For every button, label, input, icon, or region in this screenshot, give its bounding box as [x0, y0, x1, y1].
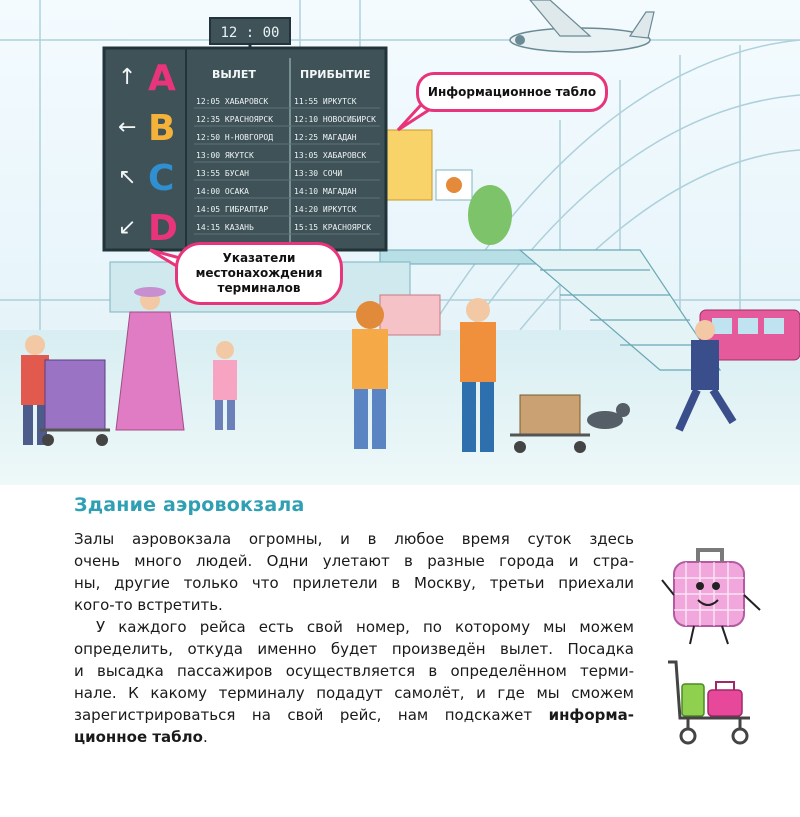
bold-term: информа- [548, 706, 634, 724]
text-line: очень много людей. Одни улетают в разные города и стра- [74, 552, 634, 570]
bold-term: ционное табло [74, 728, 203, 746]
terminal-arrow-icon: ↖ [118, 165, 137, 190]
terminal-arrow-icon: ← [118, 115, 137, 140]
terminal-letter: D [148, 208, 178, 249]
arrival-row: 15:15 КРАСНОЯРСК [294, 223, 372, 232]
callout-line: местонахождения [195, 266, 323, 280]
text-fragment: зарегистрироваться на свой рейс, нам подскажет [74, 706, 533, 724]
departure-row: 12:35 КРАСНОЯРСК [196, 115, 274, 124]
article-body [74, 528, 634, 748]
departure-row: 14:15 КАЗАНЬ [196, 223, 254, 232]
arrival-row: 14:20 ИРКУТСК [294, 205, 357, 214]
text-line [74, 726, 634, 748]
text-line: нале. К какому терминалу подадут самолёт, и где мы сможем [74, 684, 634, 702]
callout-line: терминалов [217, 281, 301, 295]
end-punctuation: . [202, 728, 208, 746]
text-line: определить, откуда именно будет произведён вылет. Посадка [74, 640, 634, 658]
arrival-header: ПРИБЫТИЕ [300, 68, 371, 81]
terminal-letter: B [148, 108, 176, 149]
luggage-cart-icon [662, 660, 762, 750]
text-line-with-term [74, 704, 634, 726]
departure-row: 12:05 ХАБАРОВСК [196, 97, 269, 106]
section-heading: Здание аэровокзала [74, 494, 305, 516]
arrival-row: 13:30 СОЧИ [294, 169, 343, 178]
text-line: У каждого рейса есть свой номер, по которому мы можем [96, 618, 634, 636]
terminal-letter: C [148, 158, 175, 199]
terminal-pointers-callout [175, 242, 343, 305]
departure-row: 13:55 БУСАН [196, 169, 249, 178]
text-line: и высадка пассажиров осуществляется в определённом терми- [74, 662, 634, 680]
departure-header: ВЫЛЕТ [212, 68, 256, 81]
clock-display: 12 : 00 [220, 25, 280, 41]
suitcase-character-icon [660, 540, 770, 650]
text-line: Залы аэровокзала огромны, и в любое время суток здесь [74, 530, 634, 548]
departure-row: 14:00 ОСАКА [196, 187, 249, 196]
callout-line: Указатели [222, 251, 296, 265]
arrival-row: 12:25 МАГАДАН [294, 133, 357, 142]
arrival-row: 13:05 ХАБАРОВСК [294, 151, 367, 160]
terminal-arrow-icon: ↙ [118, 215, 137, 240]
departure-row: 14:05 ГИБРАЛТАР [196, 205, 269, 214]
departure-row: 13:00 ЯКУТСК [196, 151, 254, 160]
arrival-row: 11:55 ИРКУТСК [294, 97, 357, 106]
text-line: кого-то встретить. [74, 596, 223, 614]
terminal-arrow-icon: ↑ [118, 65, 137, 90]
board-callout-label: Информационное табло [427, 84, 597, 99]
arrival-row: 12:10 НОВОСИБИРСК [294, 115, 376, 124]
departure-row: 12:50 Н-НОВГОРОД [196, 133, 274, 142]
terminal-letter: A [148, 58, 176, 99]
arrival-row: 14:10 МАГАДАН [294, 187, 357, 196]
board-callout [416, 72, 608, 112]
text-line: ны, другие только что прилетели в Москву, третьи приехали [74, 574, 634, 592]
